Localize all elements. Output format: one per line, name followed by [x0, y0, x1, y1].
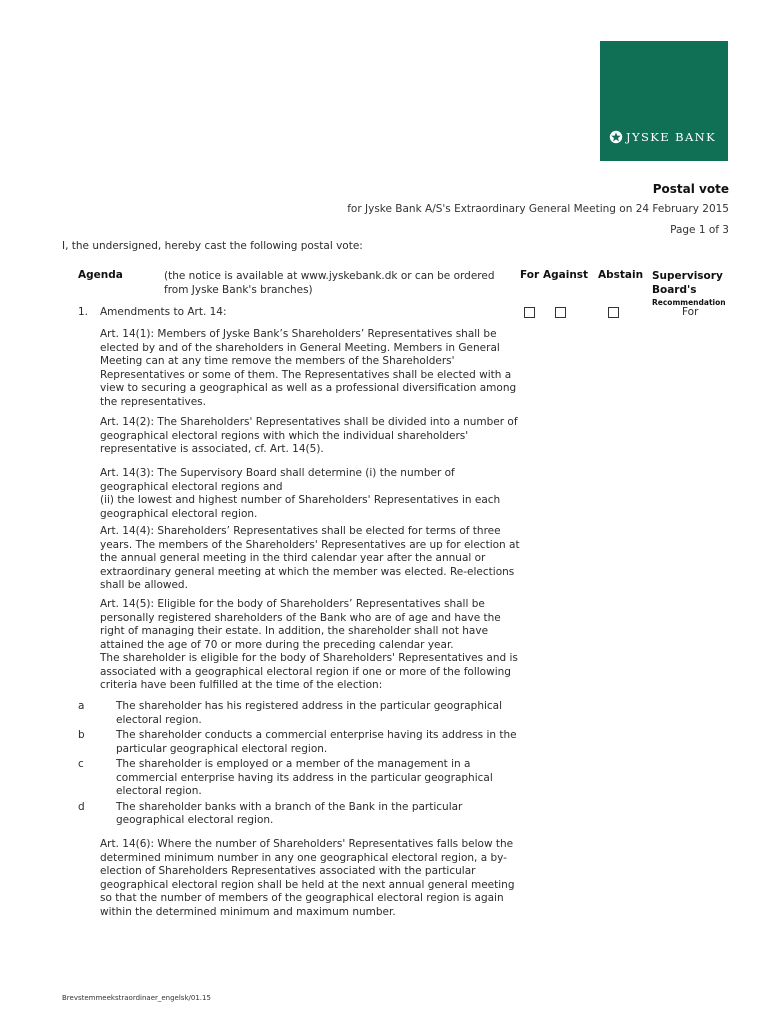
list-item — [78, 758, 525, 799]
vote-for-checkbox[interactable] — [524, 307, 535, 318]
logo-mark-icon — [609, 130, 623, 144]
board-recommendation-value: For — [682, 306, 699, 318]
art-14-4-paragraph — [100, 525, 525, 593]
list-letter: a — [78, 700, 85, 712]
paragraph-text: (ii) the lowest and highest number of Shareholders' Representatives in each geographical electoral region. — [100, 494, 501, 520]
paragraph-text: The shareholder is eligible for the body of Shareholders' Representatives and is associated with a geographical electoral region if one or more of the following criteria have been fulfilled at the time of the election: — [100, 652, 518, 691]
list-item — [78, 801, 525, 828]
list-letter: c — [78, 758, 84, 770]
paragraph-text: Art. 14(6): Where the number of Shareholders' Representatives falls below the determined minimum number in any one geographical electoral region, a by-election of Shareholders Representatives associated with the particular geographical electoral region shall be held at the next annual general meeting so that the number of members of the geographical electoral region is again within the determined minimum and maximum number. — [100, 838, 515, 918]
for-header: For — [520, 269, 540, 281]
agenda-note: (the notice is available at www.jyskebank.dk or can be ordered from Jyske Bank's branches) — [164, 270, 495, 296]
footer-reference: Brevstemmeekstraordinaer_engelsk/01.15 — [62, 994, 211, 1002]
logo-wordmark: JYSKE BANK — [626, 130, 717, 144]
art-14-6-paragraph — [100, 838, 525, 919]
criteria-list — [78, 700, 525, 828]
document-title: Postal vote — [652, 182, 729, 196]
supervisory-board-header — [652, 269, 723, 297]
paragraph-text: Art. 14(3): The Supervisory Board shall determine (i) the number of geographical electoral regions and — [100, 467, 455, 493]
intro-text: I, the undersigned, hereby cast the following postal vote: — [62, 240, 363, 252]
supervisory-header-line2: Board's — [652, 284, 697, 296]
art-14-5-paragraph — [100, 598, 525, 693]
list-letter: d — [78, 800, 85, 813]
against-header: Against — [543, 269, 589, 281]
abstain-header: Abstain — [598, 269, 644, 281]
list-item — [78, 700, 525, 727]
paragraph-text: Art. 14(2): The Shareholders' Representatives shall be divided into a number of geographical electoral regions with which the individual shareholders' representative is associated, cf. Art. 14(5). — [100, 416, 518, 455]
vote-abstain-checkbox[interactable] — [608, 307, 619, 318]
list-text: The shareholder has his registered address in the particular geographical electoral region. — [116, 700, 503, 726]
item-number: 1. — [78, 306, 89, 318]
art-14-2-paragraph — [100, 416, 525, 457]
list-text: The shareholder conducts a commercial enterprise having its address in the particular geographical electoral region. — [116, 729, 517, 755]
recommendation-header: Recommendation — [652, 298, 726, 307]
list-item — [78, 729, 525, 756]
paragraph-text: Art. 14(4): Shareholders’ Representatives shall be elected for terms of three years. The members of the Shareholders' Representatives are up for election at the annual general meeting in the third calendar year after the annual or extraordinary general meeting at which the member was elected. Re-elections shall be allowed. — [100, 525, 520, 591]
agenda-header: Agenda — [78, 269, 123, 281]
page-number: Page 1 of 3 — [670, 224, 729, 236]
list-text: The shareholder banks with a branch of the Bank in the particular geographical electoral region. — [116, 800, 463, 826]
vote-against-checkbox[interactable] — [555, 307, 566, 318]
document-subtitle: for Jyske Bank A/S's Extraordinary General Meeting on 24 February 2015 — [347, 203, 729, 215]
jyske-bank-logo — [600, 41, 728, 161]
list-letter: b — [78, 729, 85, 741]
item-title: Amendments to Art. 14: — [100, 306, 227, 318]
list-text: The shareholder is employed or a member of the management in a commercial enterprise having its address in the particular geographical electoral region. — [116, 758, 493, 797]
art-14-3-paragraph — [100, 467, 525, 521]
art-14-1-paragraph — [100, 328, 525, 409]
paragraph-text: Art. 14(5): Eligible for the body of Shareholders’ Representatives shall be personally registered shareholders of the Bank who are of age and have the right of managing their estate. In addition, the shareholder shall not have attained the age of 70 or more during the preceding calendar year. — [100, 598, 501, 651]
paragraph-text: Art. 14(1): Members of Jyske Bank’s Shareholders’ Representatives shall be elected by and of the shareholders in General Meeting. Members in General Meeting can at any time remove the members of the Shareholders' Representatives or some of them. The Representatives shall be elected with a view to securing a geographical as well as a professional diversification among the representatives. — [100, 328, 517, 408]
supervisory-header-line1: Supervisory — [652, 270, 723, 282]
